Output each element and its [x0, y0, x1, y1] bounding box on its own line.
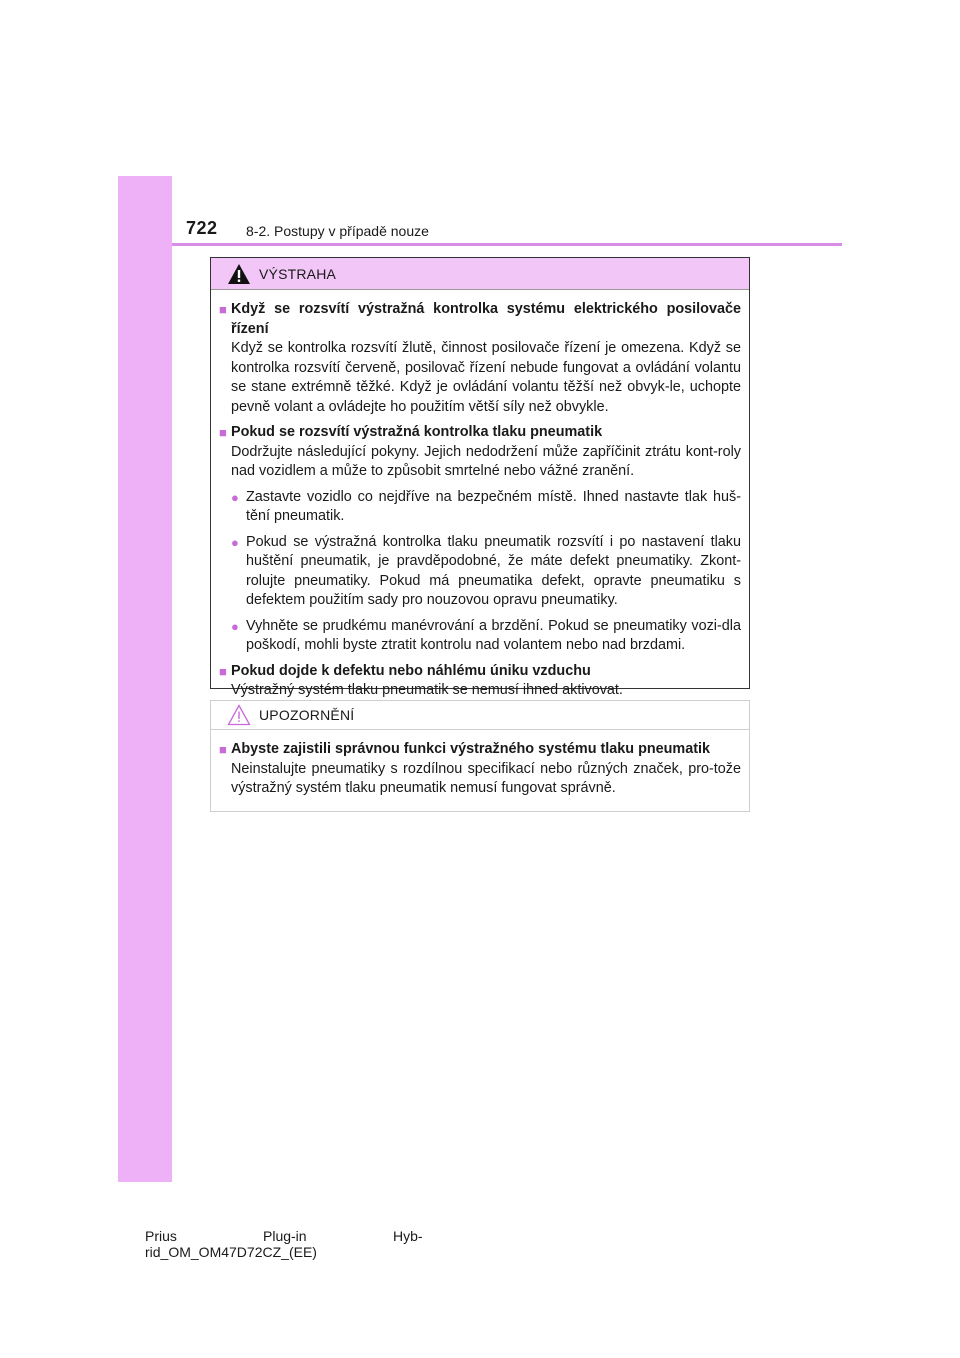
- caution-body: [211, 730, 749, 799]
- section-title: 8-2. Postupy v případě nouze: [246, 223, 429, 239]
- warning-item-text: Když se kontrolka rozsvítí žlutě, činnost posilovače řízení je omezena. Když se kontrolka rozsvítí červeně, posilovač řízení nebude fungovat a ovládání volantu se stane extrémně těžké. Když je ovládání volantu těžší než obvyk-le, uchopte pevně volant a ovládejte ho použitím větší síly než obvykle.: [231, 340, 741, 415]
- caution-item-title: Abyste zajistili správnou funkci výstražného systému tlaku pneumatik: [231, 741, 711, 757]
- header-rule: [172, 243, 842, 246]
- warning-item-title: Pokud dojde k defektu nebo náhlému úniku vzduchu: [231, 662, 591, 679]
- caution-item-text: Neinstalujte pneumatiky s rozdílnou specifikací nebo různých značek, pro-tože výstražný systém tlaku pneumatik nemusí fungovat správně.: [231, 760, 741, 796]
- square-bullet-icon: ■: [219, 663, 227, 679]
- footer-plugin: Plug-in: [263, 1228, 307, 1244]
- warning-box: [210, 257, 750, 698]
- list-item: [219, 617, 741, 656]
- list-item: [219, 533, 741, 611]
- square-bullet-icon: ■: [219, 302, 227, 317]
- footer-code: rid_OM_OM47D72CZ_(EE): [145, 1244, 317, 1260]
- side-tab-strip: [118, 176, 172, 1182]
- square-bullet-icon: ■: [219, 425, 227, 440]
- warning-item-text: Výstražný systém tlaku pneumatik se nemusí ihned aktivovat.: [231, 682, 623, 698]
- warning-item: [219, 423, 741, 656]
- page-number: 722: [186, 218, 218, 238]
- list-item-text: Vyhněte se prudkému manévrování a brzdění. Pokud se pneumatiky vozi-dla poškodí, mohli byste ztratit kontrolu nad volantem nebo nad brzdami.: [246, 617, 741, 653]
- warning-label: VÝSTRAHA: [259, 265, 337, 282]
- caution-label: UPOZORNĚNÍ: [259, 707, 355, 723]
- circle-bullet-icon: ●: [231, 618, 239, 634]
- list-item: [219, 488, 741, 527]
- warning-body: [211, 290, 749, 701]
- caution-header: [211, 701, 749, 730]
- caution-item: [219, 740, 741, 799]
- warning-item: [219, 662, 741, 701]
- caution-triangle-icon: [227, 704, 251, 726]
- warning-header: [211, 258, 749, 290]
- document-footer: [145, 1228, 423, 1260]
- circle-bullet-icon: ●: [231, 489, 239, 505]
- warning-triangle-icon: [227, 263, 251, 285]
- list-item-text: Zastavte vozidlo co nejdříve na bezpečném místě. Ihned nastavte tlak huš-tění pneumatik.: [246, 488, 741, 524]
- caution-box: [210, 700, 750, 812]
- square-bullet-icon: ■: [219, 742, 227, 757]
- warning-item-text: Dodržujte následující pokyny. Jejich nedodržení může zapříčinit ztrátu kont-roly nad vozidlem a může to způsobit smrtelné nebo vážné zranění.: [231, 443, 741, 479]
- list-item-text: Pokud se výstražná kontrolka tlaku pneumatik rozsvítí i po nastavení tlaku huštění pneumatik, je pravděpodobné, že máte defekt pneumatiky. Zkont-rolujte pneumatiky. Pokud má pneumatika defekt, opravte pneumatiku s defektem použitím sady pro nouzovou opravu pneumatiky.: [246, 533, 741, 608]
- warning-item: [219, 300, 741, 417]
- warning-item-title: Pokud se rozsvítí výstražná kontrolka tlaku pneumatik: [231, 424, 603, 440]
- circle-bullet-icon: ●: [231, 534, 239, 550]
- footer-model: Prius: [145, 1228, 177, 1244]
- warning-item-title: Když se rozsvítí výstražná kontrolka systému elektrického posilovače řízení: [231, 301, 741, 337]
- footer-hyb: Hyb-: [393, 1228, 423, 1244]
